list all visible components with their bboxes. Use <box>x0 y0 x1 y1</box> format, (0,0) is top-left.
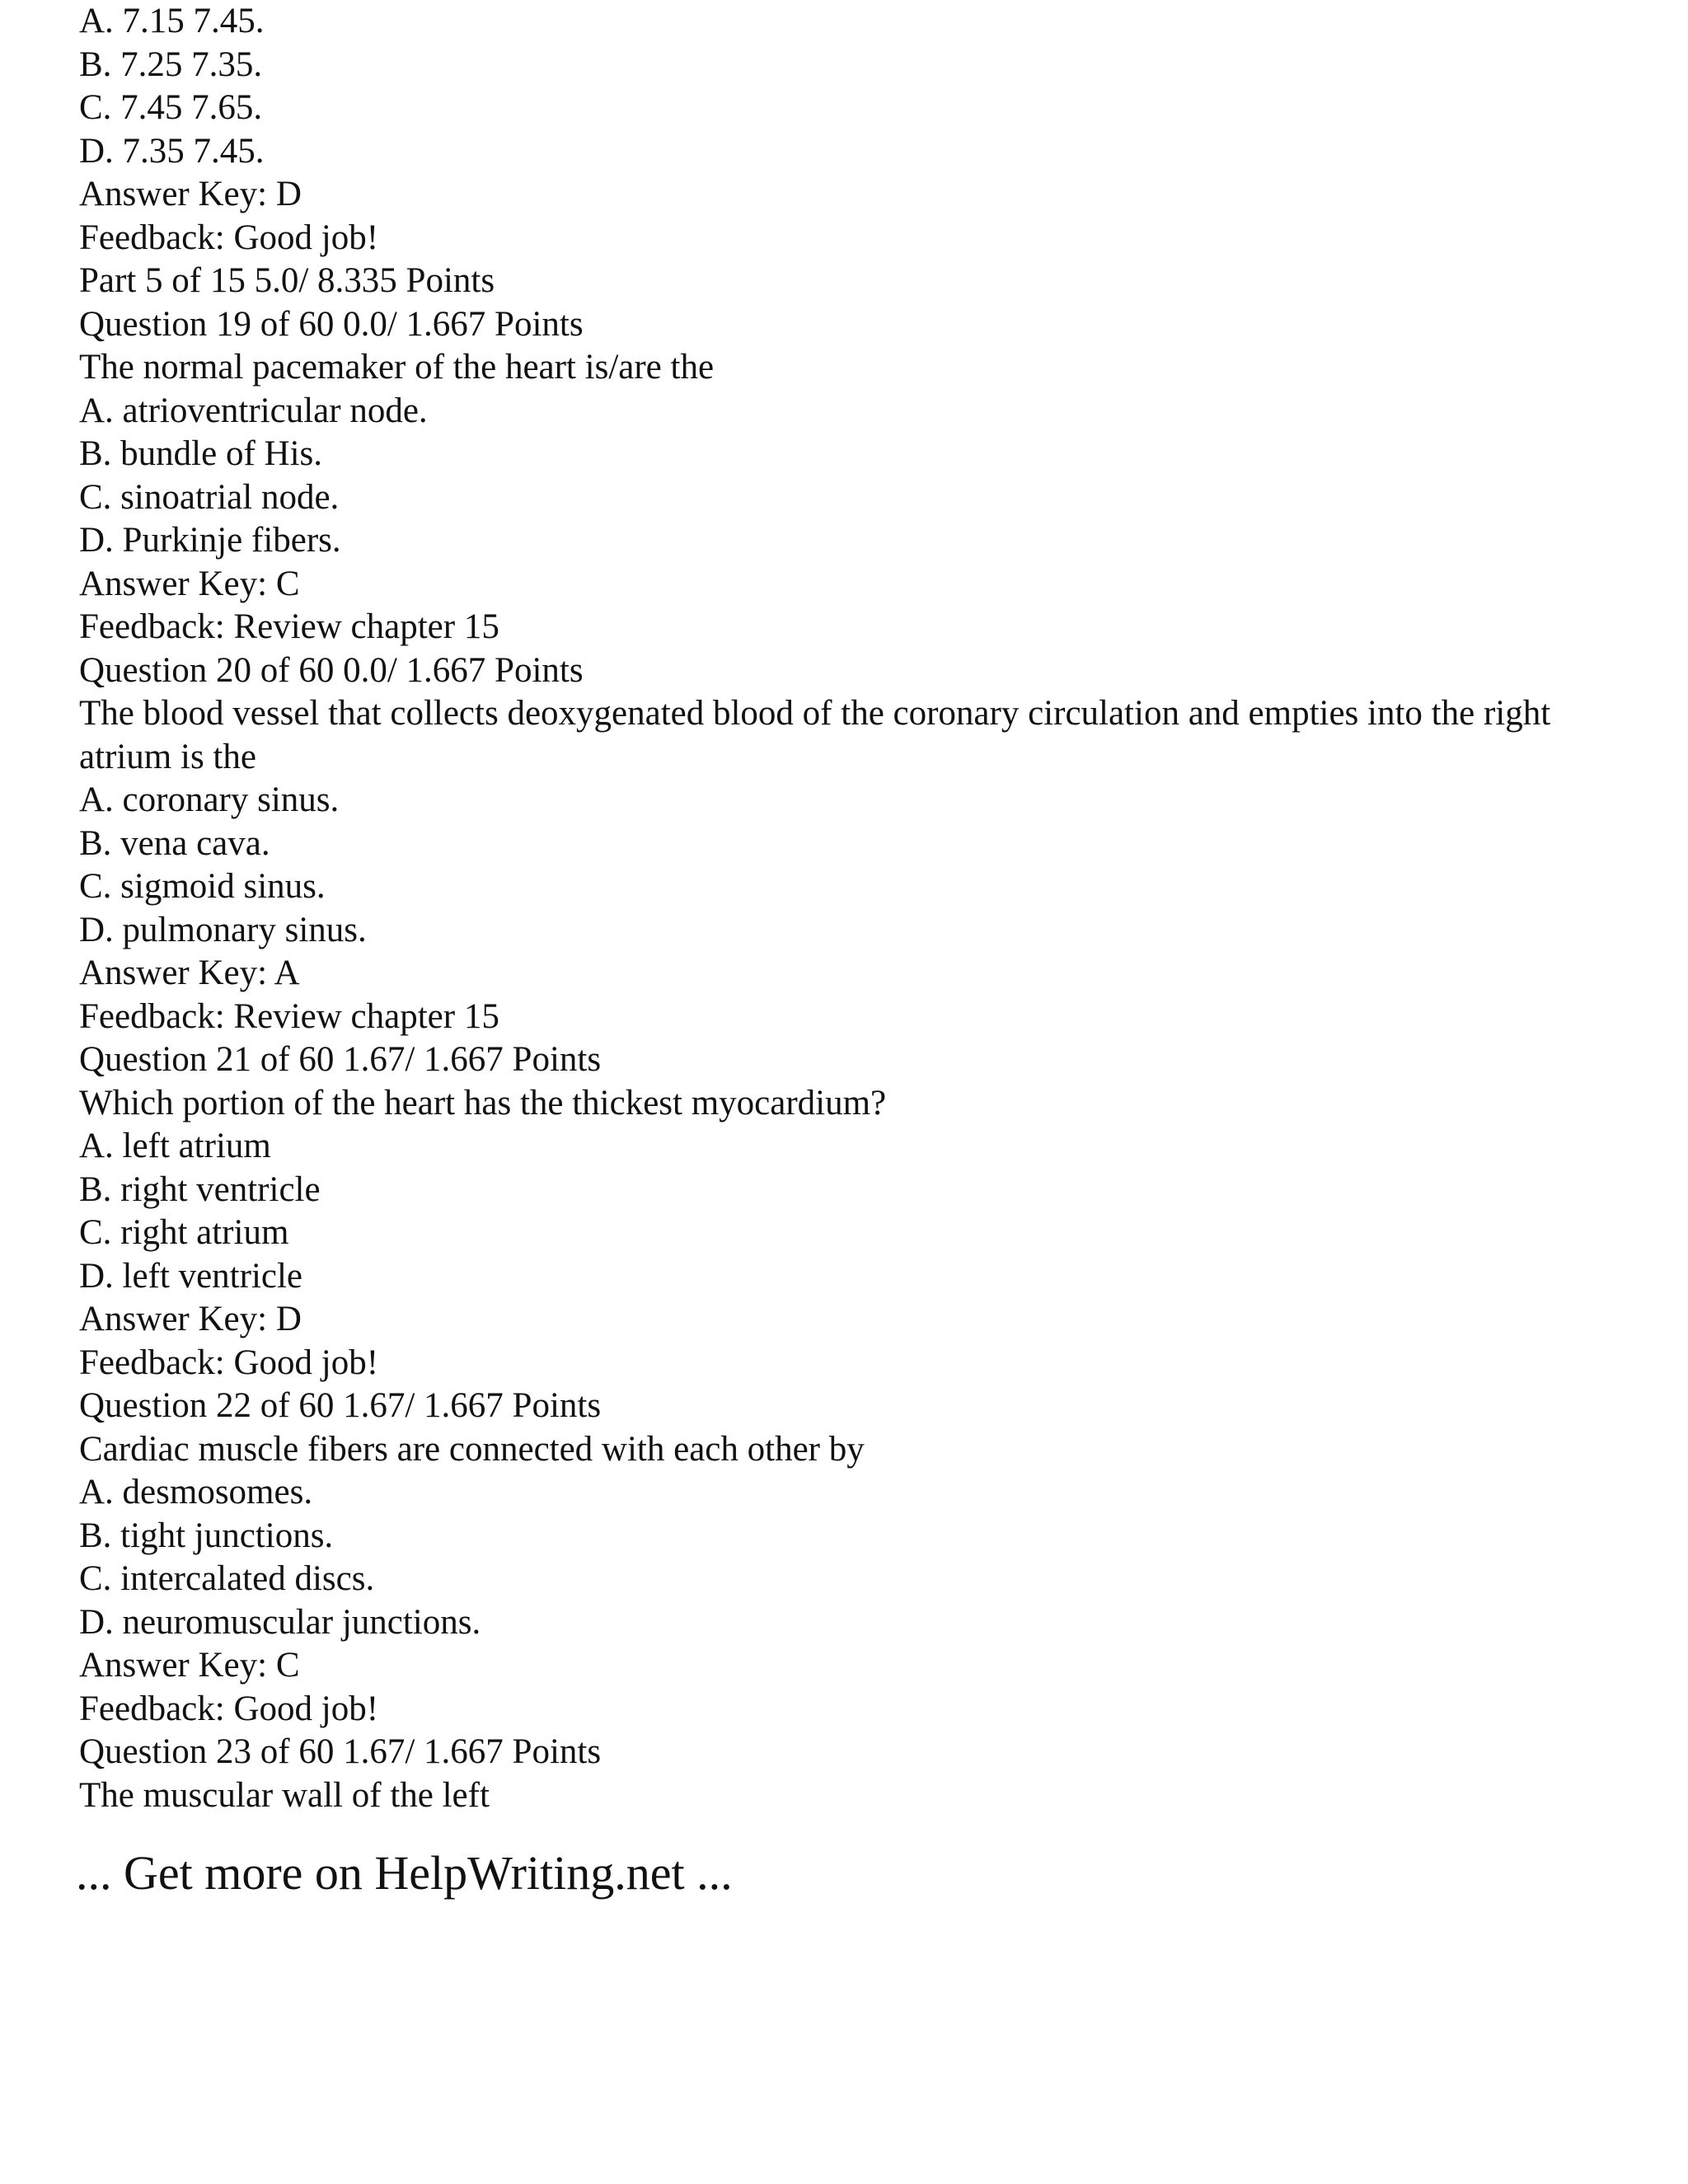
option-d: D. neuromuscular junctions. <box>79 1602 481 1642</box>
footer-promo-text: ... Get more on HelpWriting.net ... <box>76 1846 733 1900</box>
question-text: Which portion of the heart has the thickest myocardium? <box>79 1083 887 1122</box>
option-b: B. right ventricle <box>79 1169 321 1209</box>
option-c: C. right atrium <box>79 1213 289 1252</box>
question-heading: Question 20 of 60 0.0/ 1.667 Points <box>79 650 584 690</box>
question-heading: Question 23 of 60 1.67/ 1.667 Points <box>79 1732 602 1771</box>
question-text: The normal pacemaker of the heart is/are the <box>79 348 715 387</box>
part-heading: Part 5 of 15 5.0/ 8.335 Points <box>79 261 495 300</box>
option-c: C. sigmoid sinus. <box>79 867 326 906</box>
question-heading: Question 19 of 60 0.0/ 1.667 Points <box>79 304 584 344</box>
question-heading: Question 21 of 60 1.67/ 1.667 Points <box>79 1040 602 1079</box>
option-c: C. 7.45 7.65. <box>79 88 263 127</box>
answer-key: Answer Key: D <box>79 1300 302 1338</box>
option-b: B. bundle of His. <box>79 434 323 473</box>
option-d: D. Purkinje fibers. <box>79 521 341 560</box>
feedback: Feedback: Review chapter 15 <box>79 607 499 646</box>
option-d: D. pulmonary sinus. <box>79 910 367 949</box>
question-text: Cardiac muscle fibers are connected with each other by <box>79 1429 865 1469</box>
option-c: C. intercalated discs. <box>79 1559 375 1598</box>
feedback: Feedback: Good job! <box>79 1343 379 1382</box>
option-b: B. tight junctions. <box>79 1516 334 1555</box>
option-b: B. 7.25 7.35. <box>79 45 263 84</box>
option-a: A. left atrium <box>79 1127 271 1165</box>
option-d: D. left ventricle <box>79 1256 303 1296</box>
option-a: A. 7.15 7.45. <box>79 2 265 40</box>
option-b: B. vena cava. <box>79 823 270 863</box>
feedback: Feedback: Good job! <box>79 1689 379 1728</box>
question-text: The blood vessel that collects deoxygenated blood of the coronary circulation and empties into the right atrium is the <box>79 694 1551 776</box>
question-text: The muscular wall of the left <box>79 1775 490 1815</box>
option-a: A. coronary sinus. <box>79 780 340 819</box>
feedback: Feedback: Review chapter 15 <box>79 996 499 1036</box>
answer-key: Answer Key: A <box>79 954 300 992</box>
question-heading: Question 22 of 60 1.67/ 1.667 Points <box>79 1386 602 1425</box>
option-c: C. sinoatrial node. <box>79 477 340 517</box>
answer-key: Answer Key: C <box>79 1646 300 1685</box>
option-a: A. atrioventricular node. <box>79 391 428 430</box>
feedback: Feedback: Good job! <box>79 218 379 257</box>
option-d: D. 7.35 7.45. <box>79 131 265 171</box>
answer-key: Answer Key: D <box>79 175 302 213</box>
document-body <box>79 0 1629 1817</box>
answer-key: Answer Key: C <box>79 564 300 603</box>
option-a: A. desmosomes. <box>79 1473 313 1511</box>
